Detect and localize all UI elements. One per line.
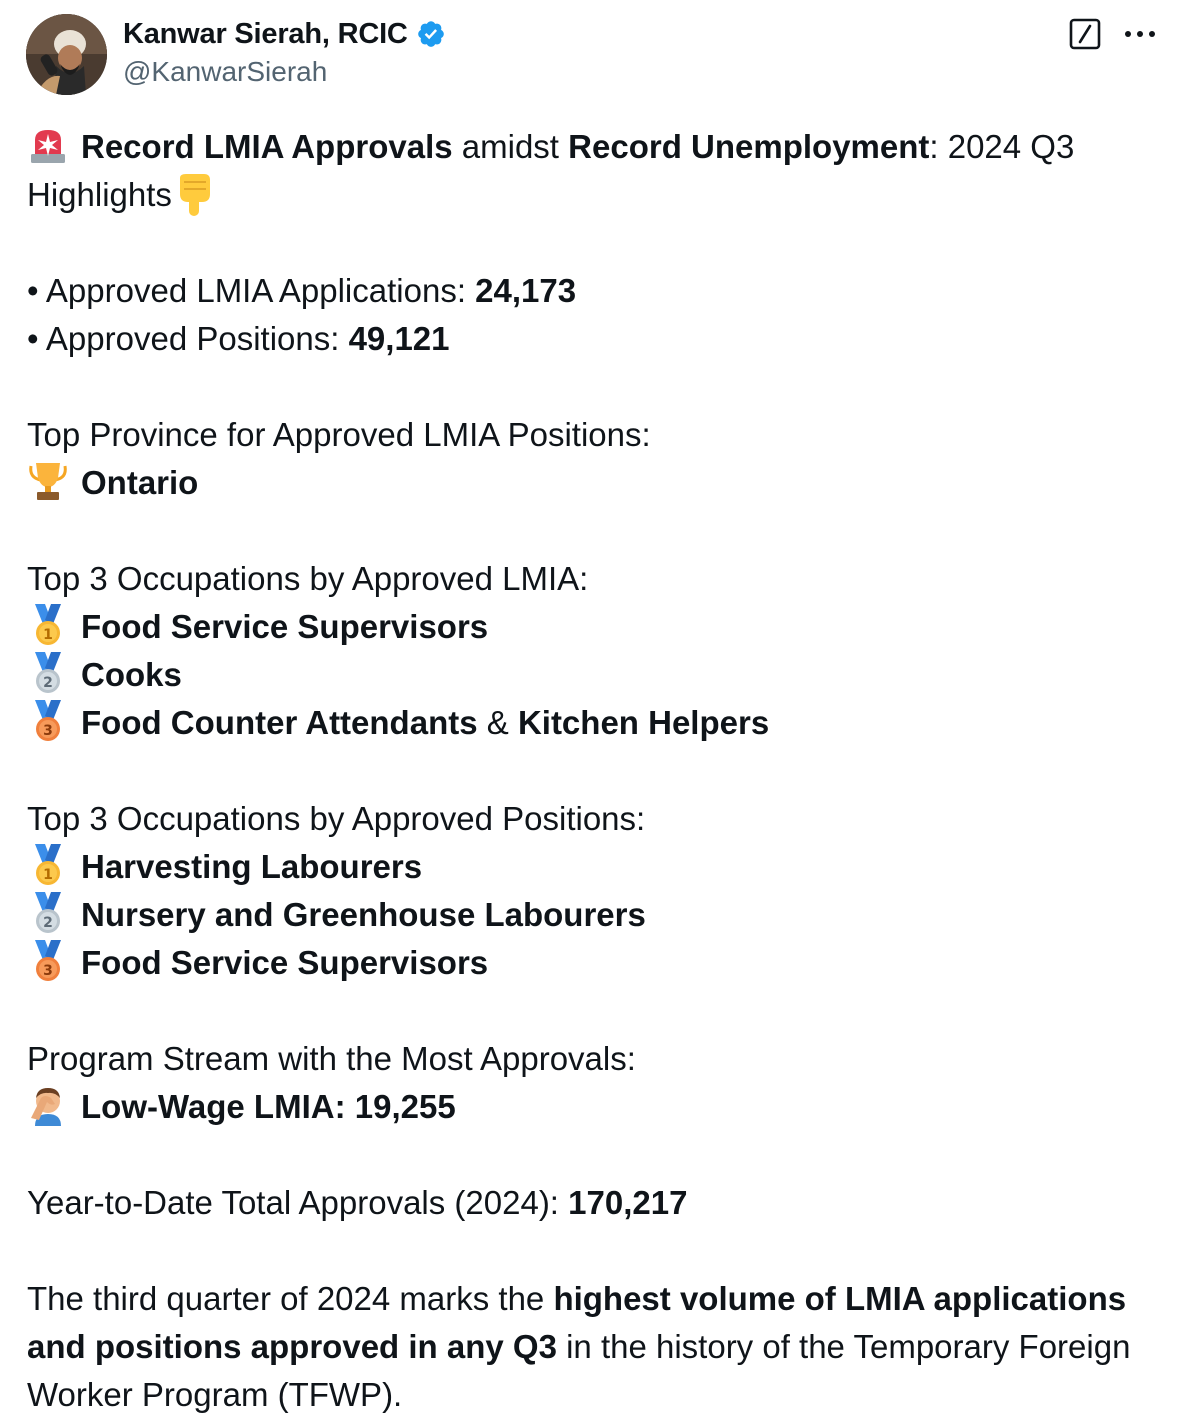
list-item [27, 603, 1157, 651]
closing-bold: highest volume of LMIA applications and positions approved in any Q3 [27, 1280, 1127, 1365]
list-item [27, 891, 1157, 939]
headline-line [27, 123, 1157, 171]
occupations-lmia-heading: Top 3 Occupations by Approved LMIA: [27, 560, 589, 597]
pointing-down-emoji-icon [174, 174, 214, 218]
closing-text-1: The third quarter of 2024 marks the [27, 1280, 554, 1317]
program-stream-value: Low-Wage LMIA: 19,255 [81, 1088, 456, 1125]
occupation-text: Food Service Supervisors [81, 944, 489, 981]
facepalm-emoji-icon [27, 1084, 69, 1126]
bullet: • [27, 272, 46, 309]
headline-text-2: amidst [452, 128, 569, 165]
verified-badge-icon [416, 19, 446, 49]
occupation-text: Nursery and Greenhouse Labourers [81, 896, 646, 933]
occupations-positions-heading: Top 3 Occupations by Approved Positions: [27, 800, 646, 837]
stat-value: 49,121 [348, 320, 450, 357]
occupation-text: Harvesting Labourers [81, 848, 423, 885]
stat-label: Approved Positions: [45, 320, 349, 357]
province-value: Ontario [81, 464, 199, 501]
headline-bold-3: Record Unemployment [568, 128, 930, 165]
more-options-button[interactable] [1120, 16, 1160, 52]
svg-text:2: 2 [43, 915, 53, 931]
bullet: • [27, 320, 46, 357]
gold-medal-icon [27, 844, 69, 886]
svg-text:1: 1 [43, 627, 53, 643]
headline-line-2 [27, 171, 1157, 219]
list-item [27, 699, 1157, 747]
author-name-row [123, 14, 446, 54]
occupation-amp: & [477, 704, 518, 741]
stat-item [27, 315, 1157, 363]
ytd-label: Year-to-Date Total Approvals (2024): [27, 1184, 569, 1221]
closing-paragraph [27, 1275, 1157, 1419]
trophy-emoji-icon [27, 460, 69, 502]
svg-text:3: 3 [43, 963, 53, 979]
tweet-text [27, 123, 1157, 1419]
svg-text:3: 3 [43, 723, 53, 739]
list-item [27, 843, 1157, 891]
headline-text-4: : 2024 Q3 [929, 128, 1075, 165]
stat-item [27, 267, 1157, 315]
gold-medal-icon [27, 604, 69, 646]
ellipsis-icon [1120, 39, 1160, 56]
headline-highlights: Highlights [27, 176, 172, 213]
ytd-value: 170,217 [568, 1184, 688, 1221]
avatar[interactable] [26, 14, 107, 95]
stat-label: Approved LMIA Applications: [45, 272, 476, 309]
closing-text-2: in the history of the Temporary Foreign Worker Program (TFWP). [27, 1328, 1131, 1413]
list-item [27, 651, 1157, 699]
occupation-text-b: Kitchen Helpers [517, 704, 770, 741]
occupation-text: Food Service Supervisors [81, 608, 489, 645]
bronze-medal-icon [27, 700, 69, 742]
rotating-light-emoji-icon [27, 124, 69, 166]
author-name[interactable]: Kanwar Sierah, RCIC [123, 17, 408, 50]
occupation-text: Cooks [81, 656, 182, 693]
list-item [27, 939, 1157, 987]
program-stream-item [27, 1083, 1157, 1131]
silver-medal-icon [27, 892, 69, 934]
author-handle[interactable]: @KanwarSierah [123, 56, 328, 87]
province-heading: Top Province for Approved LMIA Positions: [27, 416, 651, 453]
headline-bold-1: Record LMIA Approvals [81, 128, 453, 165]
stat-value: 24,173 [475, 272, 577, 309]
svg-text:2: 2 [43, 675, 53, 691]
bronze-medal-icon [27, 940, 69, 982]
province-item [27, 459, 1157, 507]
occupation-text-a: Food Counter Attendants [81, 704, 478, 741]
program-stream-heading: Program Stream with the Most Approvals: [27, 1040, 636, 1077]
grok-slash-icon [1067, 39, 1103, 56]
svg-text:1: 1 [43, 867, 53, 883]
grok-button[interactable] [1067, 16, 1103, 52]
ytd-line [27, 1179, 1157, 1227]
silver-medal-icon [27, 652, 69, 694]
